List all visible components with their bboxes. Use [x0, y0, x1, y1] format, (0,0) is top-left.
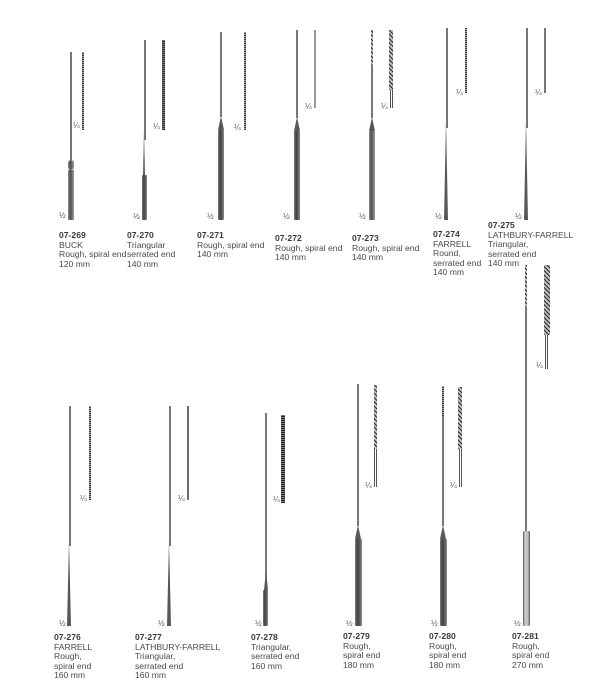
- detail-view-tip: [82, 52, 84, 130]
- item-description: spiral end: [512, 650, 550, 661]
- item-label-07-277: [135, 633, 220, 681]
- item-description: Triangular,: [135, 651, 176, 662]
- instrument-taper-handle: [444, 120, 448, 220]
- item-description: Rough,: [54, 651, 82, 662]
- scale-mark-quarter: ¼: [273, 495, 280, 504]
- scale-mark-half: ½: [59, 619, 66, 628]
- item-length: 160 mm: [54, 670, 86, 681]
- item-description: Rough,: [512, 640, 540, 651]
- item-name: BUCK: [59, 239, 83, 250]
- instrument-shaft: [442, 416, 444, 526]
- item-label-07-281: [512, 632, 549, 670]
- item-description: Triangular: [127, 239, 166, 250]
- scale-mark-quarter: ¼: [365, 481, 372, 490]
- item-code: 07-281: [512, 631, 539, 641]
- instrument-shaft: [525, 307, 527, 531]
- item-name: FARRELL: [54, 641, 93, 652]
- detail-view-tip: [544, 28, 546, 93]
- instrument-taper: [355, 525, 361, 539]
- scale-mark-half: ½: [359, 212, 366, 221]
- item-label-07-272: [275, 234, 342, 263]
- instrument-handle: [440, 539, 447, 626]
- item-description: Rough,: [429, 640, 457, 651]
- item-label-07-276: [54, 633, 92, 681]
- instrument-taper-handle: [167, 540, 171, 626]
- detail-view-tip: [162, 40, 165, 130]
- detail-view-tip: [89, 406, 91, 500]
- item-name: LATHBURY-FARRELL: [135, 641, 221, 652]
- item-description: Rough, spiral end: [59, 249, 127, 260]
- scale-mark-half: ½: [158, 619, 165, 628]
- detail-view-shank: [390, 90, 393, 108]
- item-description: serrated end: [433, 257, 482, 268]
- item-description: spiral end: [54, 660, 92, 671]
- item-description: Triangular,: [251, 641, 292, 652]
- instrument-handle: [142, 175, 147, 220]
- item-code: 07-269: [59, 230, 86, 240]
- item-description: serrated end: [127, 249, 176, 260]
- item-description: Round,: [433, 248, 461, 259]
- instrument-shaft: [70, 52, 72, 160]
- instrument-handle: [523, 531, 530, 626]
- detail-view-tip: [374, 385, 377, 449]
- item-description: spiral end: [343, 650, 381, 661]
- item-code: 07-274: [433, 229, 460, 239]
- item-code: 07-273: [352, 233, 379, 243]
- instrument-taper: [294, 117, 300, 131]
- instrument-shaft: [446, 28, 448, 128]
- instrument-handle: [218, 130, 224, 220]
- instrument-shaft: [69, 406, 71, 546]
- instrument-spiral-tip: [442, 386, 444, 416]
- scale-mark-half: ½: [255, 619, 262, 628]
- instrument-handle: [294, 131, 300, 220]
- instrument-collar: [68, 160, 74, 170]
- instrument-shaft: [144, 40, 146, 140]
- scale-mark-quarter: ¼: [450, 481, 457, 490]
- instrument-taper: [440, 525, 446, 539]
- detail-view-shank: [374, 449, 377, 487]
- item-length: 140 mm: [352, 252, 384, 263]
- item-label-07-279: [343, 632, 380, 670]
- instrument-shaft: [169, 406, 171, 546]
- instrument-taper: [218, 116, 224, 130]
- instrument-taper: [369, 117, 375, 131]
- item-label-07-273: [352, 234, 419, 263]
- item-code: 07-272: [275, 233, 302, 243]
- item-length: 160 mm: [251, 660, 283, 671]
- scale-mark-quarter: ¼: [234, 123, 241, 132]
- scale-mark-quarter: ¼: [381, 102, 388, 111]
- detail-view-shank: [545, 335, 548, 369]
- detail-view-tip: [187, 406, 189, 500]
- item-length: 270 mm: [512, 659, 544, 670]
- detail-view-shank: [459, 449, 462, 487]
- item-length: 120 mm: [59, 258, 91, 269]
- item-length: 140 mm: [433, 267, 465, 278]
- scale-mark-half: ½: [515, 212, 522, 221]
- item-length: 140 mm: [197, 249, 229, 260]
- item-length: 180 mm: [343, 659, 375, 670]
- instrument-taper: [143, 130, 145, 175]
- item-length: 160 mm: [135, 670, 167, 681]
- instrument-shaft: [296, 30, 298, 118]
- instrument-shaft: [220, 32, 222, 117]
- item-description: Triangular,: [488, 239, 529, 250]
- item-length: 180 mm: [429, 659, 461, 670]
- item-code: 07-279: [343, 631, 370, 641]
- item-description: Rough,: [343, 640, 371, 651]
- instrument-handle: [355, 539, 362, 626]
- item-description: spiral end: [429, 650, 467, 661]
- item-description: serrated end: [251, 651, 300, 662]
- scale-mark-half: ½: [435, 212, 442, 221]
- scale-mark-half: ½: [133, 212, 140, 221]
- item-label-07-270: [127, 231, 175, 269]
- item-description: Rough, spiral end: [197, 239, 265, 250]
- scale-mark-quarter: ¼: [536, 361, 543, 370]
- scale-mark-half: ½: [514, 619, 521, 628]
- instrument-spiral-tip: [371, 30, 373, 65]
- item-label-07-275: [488, 221, 573, 269]
- instrument-shaft: [526, 28, 528, 128]
- scale-mark-quarter: ¼: [80, 494, 87, 503]
- scale-mark-half: ½: [431, 619, 438, 628]
- item-code: 07-280: [429, 631, 456, 641]
- item-length: 140 mm: [127, 258, 159, 269]
- item-code: 07-270: [127, 230, 154, 240]
- instrument-shaft: [371, 65, 373, 118]
- detail-view-tip: [281, 415, 285, 503]
- item-label-07-271: [197, 231, 264, 260]
- item-code: 07-271: [197, 230, 224, 240]
- item-label-07-274: [433, 230, 481, 278]
- detail-view-tip: [544, 265, 550, 335]
- instrument-taper: [264, 570, 268, 590]
- scale-mark-half: ½: [207, 212, 214, 221]
- instrument-shaft: [265, 413, 267, 583]
- scale-mark-half: ½: [346, 619, 353, 628]
- item-code: 07-277: [135, 632, 162, 642]
- item-description: Rough, spiral end: [275, 242, 343, 253]
- instrument-spiral-tip: [525, 265, 527, 307]
- item-description: Rough, spiral end: [352, 242, 420, 253]
- instrument-taper-handle: [67, 540, 71, 626]
- instrument-handle: [68, 170, 74, 220]
- item-length: 140 mm: [488, 258, 520, 269]
- scale-mark-quarter: ¼: [305, 102, 312, 111]
- item-name: LATHBURY-FARRELL: [488, 229, 574, 240]
- scale-mark-quarter: ¼: [178, 494, 185, 503]
- instrument-shaft: [357, 384, 359, 526]
- scale-mark-quarter: ¼: [456, 88, 463, 97]
- instrument-taper-handle: [524, 120, 528, 220]
- item-label-07-278: [251, 633, 299, 671]
- detail-view-tip: [314, 30, 316, 108]
- scale-mark-quarter: ¼: [73, 121, 80, 130]
- item-label-07-280: [429, 632, 466, 670]
- item-description: serrated end: [135, 660, 184, 671]
- scale-mark-half: ½: [283, 212, 290, 221]
- item-code: 07-275: [488, 220, 515, 230]
- item-name: FARRELL: [433, 238, 472, 249]
- detail-view-tip: [458, 387, 462, 449]
- scale-mark-quarter: ¼: [153, 122, 160, 131]
- detail-view-tip: [389, 30, 393, 90]
- item-code: 07-278: [251, 632, 278, 642]
- scale-mark-half: ½: [59, 211, 66, 220]
- item-length: 140 mm: [275, 252, 307, 263]
- item-description: serrated end: [488, 248, 537, 259]
- instrument-handle: [263, 590, 268, 626]
- detail-view-tip: [244, 32, 246, 130]
- item-code: 07-276: [54, 632, 81, 642]
- detail-view-tip: [465, 28, 467, 93]
- instrument-handle: [369, 131, 375, 220]
- scale-mark-quarter: ¼: [535, 88, 542, 97]
- item-label-07-269: [59, 231, 126, 269]
